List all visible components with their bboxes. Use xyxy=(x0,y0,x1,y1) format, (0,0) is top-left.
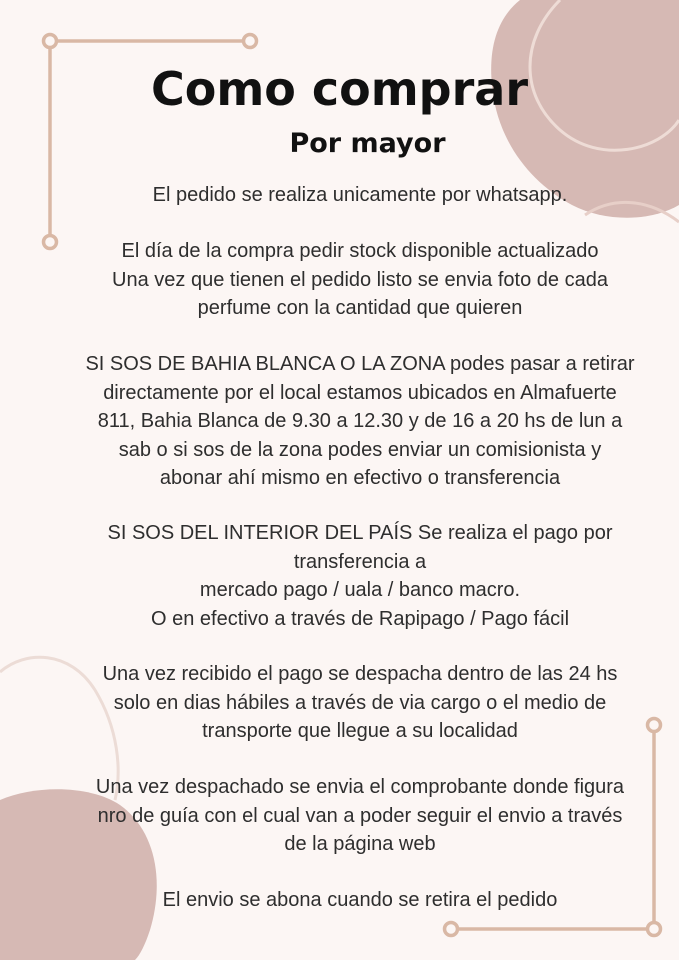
paragraph-despacho xyxy=(60,660,660,746)
text-line: de la página web xyxy=(284,833,436,855)
text-line: Una vez que tienen el pedido listo se envia foto de cada xyxy=(112,268,608,291)
text-line: directamente por el local estamos ubicados en Almafuerte xyxy=(103,381,617,404)
text-line: Una vez recibido el pago se despacha dentro de las 24 hs xyxy=(102,663,618,685)
page-subtitle: Por mayor xyxy=(289,128,446,159)
text-line: abonar ahí mismo en efectivo o transferencia xyxy=(159,467,561,489)
text-line: El pedido se realiza unicamente por whatsapp. xyxy=(152,184,568,206)
paragraph-interior xyxy=(60,519,660,633)
text-line: transporte que llegue a su localidad xyxy=(202,720,518,742)
text-line: 811, Bahia Blanca de 9.30 a 12.30 y de 16 a 20 hs de lun a xyxy=(97,410,623,432)
paragraph-stock xyxy=(60,237,660,323)
text-line: sab o si sos de la zona podes enviar un comisionista y xyxy=(118,438,602,461)
text-line: transferencia a xyxy=(293,550,427,573)
text-line: El día de la compra pedir stock disponible actualizado xyxy=(121,240,599,262)
text-line: SI SOS DE BAHIA BLANCA O LA ZONA podes pasar a retirar xyxy=(85,353,635,375)
text-line: solo en dias hábiles a través de via cargo o el medio de xyxy=(113,691,607,714)
page-title: Como comprar xyxy=(150,62,529,116)
paragraph-bahia-blanca xyxy=(60,350,660,493)
text-line: Una vez despachado se envia el comprobante donde figura xyxy=(95,776,625,798)
paragraph-envio xyxy=(60,886,660,915)
paragraph-whatsapp xyxy=(60,181,660,210)
text-line: perfume con la cantidad que quieren xyxy=(197,297,523,319)
text-line: nro de guía con el cual van a poder seguir el envio a través xyxy=(97,804,623,827)
text-line: O en efectivo a través de Rapipago / Pago fácil xyxy=(150,607,570,630)
text-line: El envio se abona cuando se retira el pedido xyxy=(162,889,558,911)
text-line: mercado pago / uala / banco macro. xyxy=(199,579,521,601)
text-line: SI SOS DEL INTERIOR DEL PAÍS Se realiza el pago por xyxy=(107,522,613,544)
paragraph-comprobante xyxy=(60,773,660,859)
